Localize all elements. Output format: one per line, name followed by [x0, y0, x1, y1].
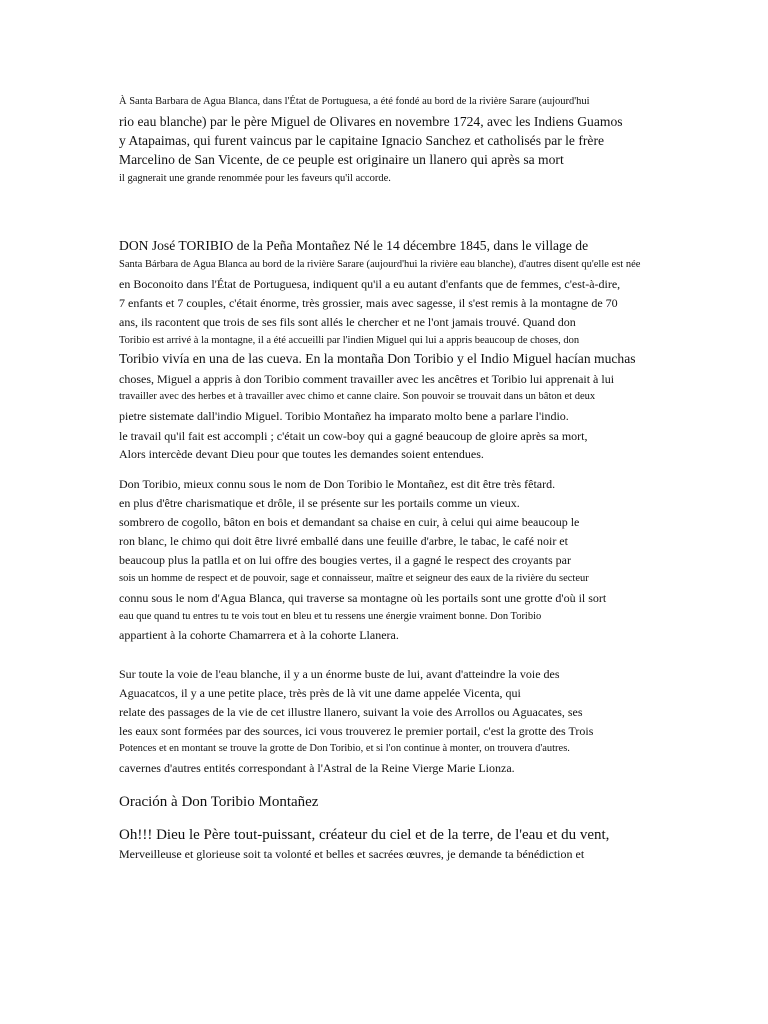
text-line: travailler avec des herbes et à travailler avec chimo et canne claire. Son pouvoir se trouvait dans un bâton et deux [119, 391, 596, 402]
text-line: en Boconoito dans l'État de Portuguesa, indiquent qu'il a eu autant d'enfants que de femmes, c'est-à-dire, [119, 277, 621, 291]
text-line: Santa Bárbara de Agua Blanca au bord de la rivière Sarare (aujourd'hui la rivière eau blanche), d'autres disent qu'elle est née [119, 259, 641, 270]
text-line: Sur toute la voie de l'eau blanche, il y a un énorme buste de lui, avant d'atteindre la voie des [119, 667, 560, 681]
text-line: appartient à la cohorte Chamarrera et à la cohorte Llanera. [119, 628, 399, 642]
text-line: Potences et en montant se trouve la grotte de Don Toribio, et si l'on continue à monter, on trouvera d'autres. [119, 743, 570, 754]
text-line: Aguacatcos, il y a une petite place, très près de là vit une dame appelée Vicenta, qui [119, 686, 521, 700]
text-line: Oh!!! Dieu le Père tout-puissant, créateur du ciel et de la terre, de l'eau et du vent, [119, 827, 610, 843]
text-line: connu sous le nom d'Agua Blanca, qui traverse sa montagne où les portails sont une grotte d'où il sort [119, 591, 607, 605]
prayer-heading: Oración à Don Toribio Montañez [119, 794, 319, 810]
text-line: Merveilleuse et glorieuse soit ta volonté et belles et sacrées œuvres, je demande ta bénédiction et [119, 847, 585, 861]
text-line: sombrero de cogollo, bâton en bois et demandant sa chaise en cuir, à celui qui aime beaucoup le [119, 515, 580, 529]
text-line: pietre sistemate dall'indio Miguel. Toribio Montañez ha imparato molto bene a parlare l'indio. [119, 409, 569, 423]
text-line: DON José TORIBIO de la Peña Montañez Né le 14 décembre 1845, dans le village de [119, 238, 589, 253]
text-line: 7 enfants et 7 couples, c'était énorme, très grossier, mais avec sagesse, il s'est remis à la montagne de 70 [119, 296, 618, 310]
text-line: ron blanc, le chimo qui doit être livré emballé dans une feuille d'arbre, le tabac, le café noir et [119, 534, 568, 548]
text-line: choses, Miguel a appris à don Toribio comment travailler avec les ancêtres et Toribio lui apprenait à lui [119, 372, 615, 386]
text-line: en plus d'être charismatique et drôle, il se présente sur les portails comme un vieux. [119, 496, 520, 510]
text-line: Don Toribio, mieux connu sous le nom de Don Toribio le Montañez, est dit être très fêtard. [119, 477, 556, 491]
text-line: eau que quand tu entres tu te vois tout en bleu et tu ressens une énergie vraiment bonne. Don Toribio [119, 611, 542, 622]
text-line: sois un homme de respect et de pouvoir, sage et connaisseur, maître et seigneur des eaux de la rivière du secteur [119, 573, 589, 584]
text-line: cavernes d'autres entités correspondant à l'Astral de la Reine Vierge Marie Lionza. [119, 761, 515, 775]
text-line: Marcelino de San Vicente, de ce peuple est originaire un llanero qui après sa mort [119, 152, 564, 167]
text-line: le travail qu'il fait est accompli ; c'était un cow-boy qui a gagné beaucoup de gloire après sa mort, [119, 429, 588, 443]
text-line: beaucoup plus la patlla et on lui offre des bougies vertes, il a gagné le respect des croyants par [119, 553, 571, 567]
text-line: il gagnerait une grande renommée pour les faveurs qu'il accorde. [119, 173, 391, 184]
text-line: ans, ils racontent que trois de ses fils sont allés le chercher et ne l'ont jamais trouvé. Quand don [119, 315, 576, 329]
text-line: Alors intercède devant Dieu pour que toutes les demandes soient entendues. [119, 447, 484, 461]
text-line: À Santa Barbara de Agua Blanca, dans l'État de Portuguesa, a été fondé au bord de la rivière Sarare (aujourd'hui [119, 96, 590, 107]
text-line: Toribio est arrivé à la montagne, il a été accueilli par l'indien Miguel qui lui a appris beaucoup de choses, don [119, 335, 580, 346]
text-line: les eaux sont formées par des sources, ici vous trouverez le premier portail, c'est la grotte des Trois [119, 724, 594, 738]
text-line: Toribio vivía en una de las cueva. En la montaña Don Toribio y el Indio Miguel hacían muchas [119, 351, 636, 366]
text-line: rio eau blanche) par le père Miguel de Olivares en novembre 1724, avec les Indiens Guamos [119, 114, 623, 129]
text-line: y Atapaimas, qui furent vaincus par le capitaine Ignacio Sanchez et catholisés par le frère [119, 133, 605, 148]
text-line: relate des passages de la vie de cet illustre llanero, suivant la voie des Arrollos ou Aguacates, ses [119, 705, 583, 719]
